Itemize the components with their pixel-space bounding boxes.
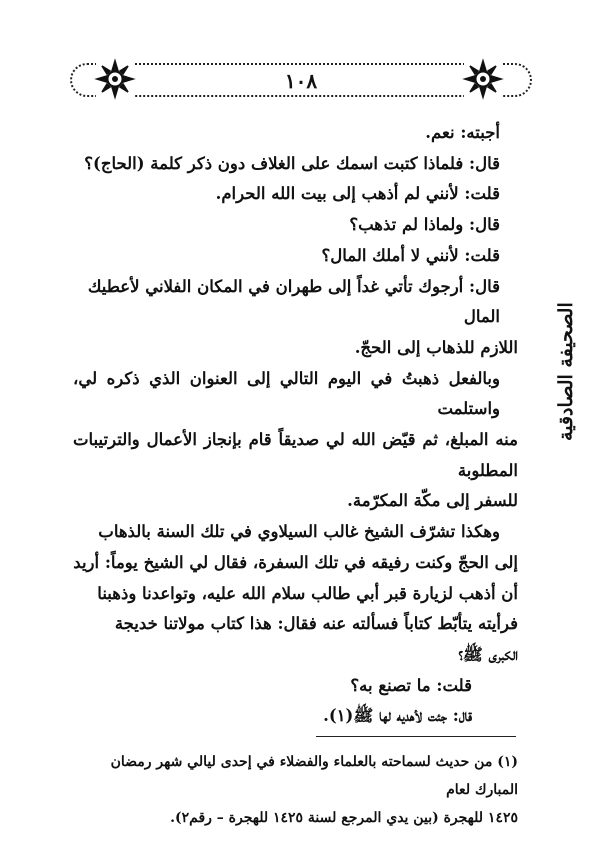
sun-ornament-icon bbox=[94, 58, 136, 100]
body-line: قال: جئت لأهديه لها ﷺ(١). bbox=[323, 706, 472, 726]
footnote-line: (١) من حديث لسماحته بالعلماء والفضلاء في إحدى ليالي شهر رمضان المبارك لعام bbox=[110, 754, 518, 798]
footnote-divider bbox=[316, 736, 516, 737]
body-line: الكبرى ﷺ؟ bbox=[458, 644, 518, 664]
body-line: قال: فلماذا كتبت اسمك على الغلاف دون ذكر كلمة (الحاج)؟ bbox=[84, 153, 500, 173]
body-line: منه المبلغ، ثم قيّض الله لي صديقاً قام بإنجاز الأعمال والترتيبات المطلوبة bbox=[73, 430, 518, 480]
body-line: إلى الحجّ وكنت رفيقه في تلك السفرة، فقال لي الشيخ يوماً: أريد bbox=[73, 552, 518, 572]
body-line: قال: ولماذا لم تذهب؟ bbox=[349, 215, 500, 235]
sun-ornament-icon bbox=[462, 58, 504, 100]
body-line: قلت: ما تصنع به؟ bbox=[350, 675, 472, 695]
body-line: وبالفعل ذهبتُ في اليوم التالي إلى العنوان الذي ذكره لي، واستلمت bbox=[73, 368, 500, 419]
body-line: أجبته: نعم. bbox=[425, 123, 500, 142]
body-line: قلت: لأنني لم أذهب إلى بيت الله الحرام. bbox=[215, 184, 500, 204]
body-line: قال: أرجوك تأتي غداً إلى طهران في المكان الفلاني لأعطيك المال bbox=[87, 276, 500, 327]
body-line: قلت: لأنني لا أملك المال؟ bbox=[321, 245, 500, 265]
footnote-line: ١٤٢٥ للهجرة (بين يدي المرجع لسنة ١٤٢٥ للهجرة – رقم٢). bbox=[170, 810, 518, 826]
body-line: للسفر إلى مكّة المكرّمة. bbox=[347, 491, 518, 511]
page-number: ١٠٨ bbox=[284, 69, 318, 93]
book-title-side: الصحيفة الصادقية bbox=[555, 302, 577, 441]
body-line: وهكذا تشرّف الشيخ غالب السيلاوي في تلك السنة بالذهاب bbox=[98, 522, 500, 542]
body-text bbox=[73, 118, 518, 732]
body-line: فرأيته يتأبّط كتاباً فسألته عنه فقال: هذا كتاب مولاتنا خديجة bbox=[114, 614, 518, 634]
body-line: اللازم للذهاب إلى الحجّ. bbox=[354, 337, 518, 357]
body-line: أن أذهب لزيارة قبر أبي طالب سلام الله عليه، وتواعدنا وذهبنا bbox=[97, 583, 518, 603]
footnote-block bbox=[73, 748, 518, 832]
